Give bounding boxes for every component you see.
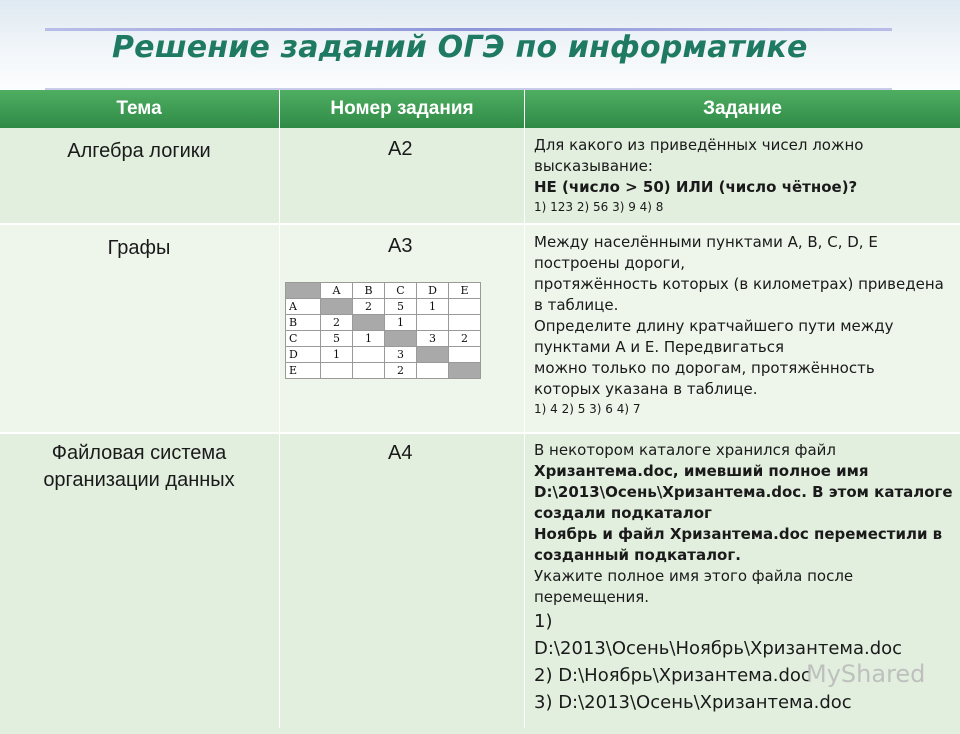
row-topic: Графы — [107, 237, 171, 259]
task-line: создали подкаталог — [534, 504, 712, 522]
task-line: D:\2013\Осень\Хризантема.doc. В этом каталоге — [534, 483, 953, 501]
task-line: Определите длину кратчайшего пути между — [534, 317, 894, 335]
column-divider — [524, 128, 525, 728]
task-line: НЕ (число > 50) ИЛИ (число чётное)? — [534, 178, 858, 196]
distance-cell — [417, 347, 449, 363]
answer-option: 3) D:\2013\Осень\Хризантема.doc — [534, 692, 852, 713]
answer-option: D:\2013\Осень\Ноябрь\Хризантема.doc — [534, 638, 903, 659]
header-task: Задание — [703, 98, 782, 119]
answer-option: 2) D:\Ноябрь\Хризантема.doc — [534, 665, 811, 686]
column-label: B — [353, 283, 385, 299]
row-topic-line: Файловая система — [51, 442, 227, 464]
table-row — [0, 128, 960, 223]
distance-cell — [353, 315, 385, 331]
distance-cell: 1 — [417, 299, 449, 315]
distance-cell — [449, 315, 481, 331]
column-label: A — [321, 283, 353, 299]
distance-cell: 2 — [385, 363, 417, 379]
distance-table-row — [286, 363, 481, 379]
table-header — [0, 90, 960, 128]
distance-cell: 5 — [385, 299, 417, 315]
distance-cell: 1 — [385, 315, 417, 331]
distance-table — [285, 282, 481, 379]
task-line: Ноябрь и файл Хризантема.doc переместили в — [534, 525, 943, 543]
task-line: В некотором каталоге хранился файл — [534, 441, 836, 459]
distance-cell: 2 — [449, 331, 481, 347]
header-number: Номер задания — [330, 98, 474, 119]
watermark-logo: MyShared — [806, 660, 926, 688]
page-title: Решение заданий ОГЭ по информатике — [112, 30, 808, 65]
task-line: в таблице. — [534, 296, 619, 314]
row-label: D — [286, 347, 321, 363]
task-line: Укажите полное имя этого файла после — [534, 567, 854, 585]
row-task — [534, 135, 960, 216]
column-label: C — [385, 283, 417, 299]
row-number: А3 — [388, 235, 413, 257]
row-task — [534, 232, 960, 418]
distance-table-row — [286, 299, 481, 315]
task-answers: 1) 123 2) 56 3) 9 4) 8 — [534, 200, 664, 214]
task-line: можно только по дорогам, протяжённость — [534, 359, 875, 377]
task-line: которых указана в таблице. — [534, 380, 758, 398]
task-line: протяжённость которых (в километрах) приведена — [534, 275, 944, 293]
distance-cell — [321, 363, 353, 379]
row-label: A — [286, 299, 321, 315]
distance-cell: 1 — [321, 347, 353, 363]
distance-table-header — [286, 283, 481, 299]
distance-cell: 5 — [321, 331, 353, 347]
distance-table-row — [286, 315, 481, 331]
distance-cell — [417, 315, 449, 331]
task-answers: 1) 4 2) 5 3) 6 4) 7 — [534, 402, 641, 416]
row-label: C — [286, 331, 321, 347]
task-line: Хризантема.doc, имевший полное имя — [534, 462, 869, 480]
column-label: E — [449, 283, 481, 299]
distance-table-row — [286, 347, 481, 363]
task-line: построены дороги, — [534, 254, 685, 272]
task-line: пунктами A и E. Передвигаться — [534, 338, 785, 356]
header-topic: Тема — [116, 98, 162, 119]
row-label: B — [286, 315, 321, 331]
row-divider — [0, 432, 960, 434]
row-topic — [0, 440, 278, 494]
row-topic-line: организации данных — [43, 469, 235, 491]
distance-cell: 1 — [353, 331, 385, 347]
task-line: перемещения. — [534, 588, 650, 606]
distance-cell — [449, 347, 481, 363]
distance-cell: 2 — [353, 299, 385, 315]
corner-cell — [286, 283, 321, 299]
distance-cell: 2 — [321, 315, 353, 331]
row-divider — [0, 223, 960, 225]
column-label: D — [417, 283, 449, 299]
distance-cell — [321, 299, 353, 315]
answer-option: 1) — [534, 611, 553, 632]
distance-cell — [449, 363, 481, 379]
task-line: Для какого из приведённых чисел ложно — [534, 136, 864, 154]
distance-cell — [353, 363, 385, 379]
distance-cell — [385, 331, 417, 347]
row-number: А2 — [388, 138, 413, 160]
column-divider — [279, 128, 280, 728]
task-line: созданный подкаталог. — [534, 546, 741, 564]
row-topic: Алгебра логики — [67, 140, 211, 162]
row-number: А4 — [388, 442, 413, 464]
row-label: E — [286, 363, 321, 379]
distance-table-row — [286, 331, 481, 347]
distance-cell: 3 — [417, 331, 449, 347]
task-line: высказывание: — [534, 157, 653, 175]
distance-cell — [449, 299, 481, 315]
task-line: Между населёнными пунктами A, B, C, D, E — [534, 233, 878, 251]
distance-cell — [417, 363, 449, 379]
table-row — [0, 434, 960, 734]
distance-cell — [353, 347, 385, 363]
distance-cell: 3 — [385, 347, 417, 363]
